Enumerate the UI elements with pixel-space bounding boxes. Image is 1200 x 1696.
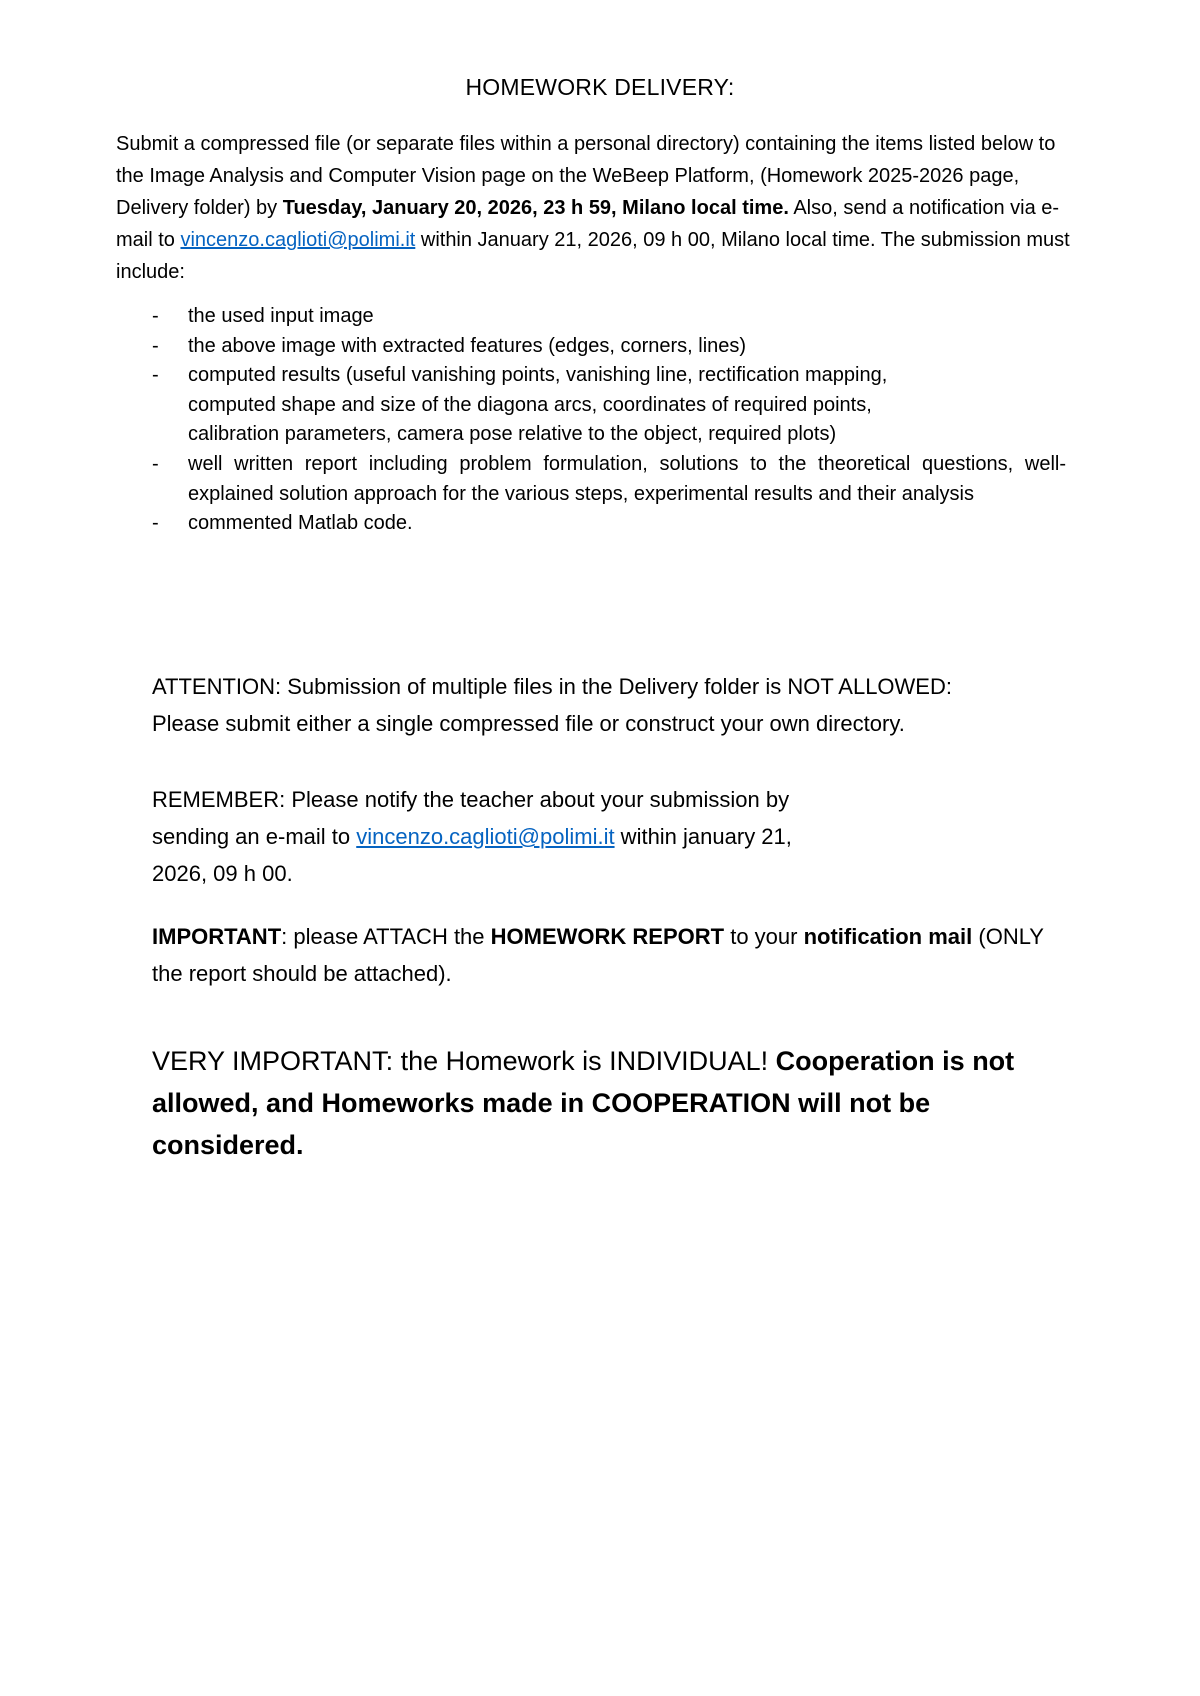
important-report: HOMEWORK REPORT (490, 924, 725, 949)
intro-text-1: Submit a compressed file (or separate files within a personal directory) containing the items listed below to the Image Analysis and Computer Vision page on the WeBeep Platform, (Homework 2025-2026 page, Delivery folder) by (116, 133, 1056, 219)
list-item-text: - computed results (useful vanishing points, vanishing line, rectification mapping, computed shape and size of the diagona arcs, coordinates of required points, calibration parameters, camera pose relative to the object, required plots) (188, 364, 888, 446)
submission-items-list (116, 302, 1066, 539)
list-item (116, 509, 1066, 539)
very-important-label: VERY IMPORTANT (152, 1046, 386, 1076)
intro-paragraph (116, 128, 1088, 288)
very-important-notice (152, 1040, 1052, 1166)
list-item-text: the above image with extracted features (edges, corners, lines) (188, 334, 747, 357)
important-text-2: to your (724, 924, 804, 949)
attention-line-1: ATTENTION: Submission of multiple files in the Delivery folder is NOT ALLOWED: (152, 674, 952, 699)
list-item (116, 450, 1066, 509)
important-text-3: (ONLY the report should be attached). (152, 924, 1044, 986)
attention-line-2: Please submit either a single compressed file or construct your own directory. (152, 711, 905, 736)
page-title: HOMEWORK DELIVERY: (465, 74, 735, 100)
list-item (116, 332, 1066, 362)
important-text-1: : please ATTACH the (281, 924, 491, 949)
remember-notice (152, 781, 952, 892)
list-item-text: commented Matlab code. (188, 512, 413, 535)
list-item-text: - well written report including problem formulation, solutions to the theoretical questions, well-explained solution approach for the various steps, experimental results and their analysis (188, 452, 1066, 505)
list-item (116, 361, 1066, 450)
email-link-intro[interactable]: vincenzo.caglioti@polimi.it (180, 229, 416, 251)
important-notification: notification mail (803, 924, 973, 949)
list-item (116, 302, 1066, 332)
remember-line-1: REMEMBER: Please notify the teacher about your submission by (152, 787, 790, 812)
intro-text-2: Also, send a notification via e-mail to (116, 197, 1060, 251)
deadline-text: Tuesday, January 20, 2026, 23 h 59, Milano local time. (282, 197, 789, 219)
remember-line-2-pre: sending an e-mail to (152, 824, 357, 849)
attention-notice (152, 668, 1092, 742)
remember-line-2-post: within january 21, (614, 824, 792, 849)
remember-line-2 (152, 818, 952, 855)
intro-text-3: within January 21, 2026, 09 h 00, Milano local time. The submission must include: (116, 229, 1070, 283)
important-notice (152, 918, 1052, 992)
remember-line-3: 2026, 09 h 00. (152, 861, 293, 886)
email-link-remember[interactable]: vincenzo.caglioti@polimi.it (356, 824, 615, 849)
list-item-text: the used input image (188, 305, 374, 327)
important-label: IMPORTANT (152, 924, 282, 949)
very-important-text-1: : the Homework is INDIVIDUAL! (385, 1046, 769, 1076)
very-important-text-2: Cooperation is not allowed, and Homeworks made in COOPERATION will not be considered. (152, 1046, 1015, 1160)
